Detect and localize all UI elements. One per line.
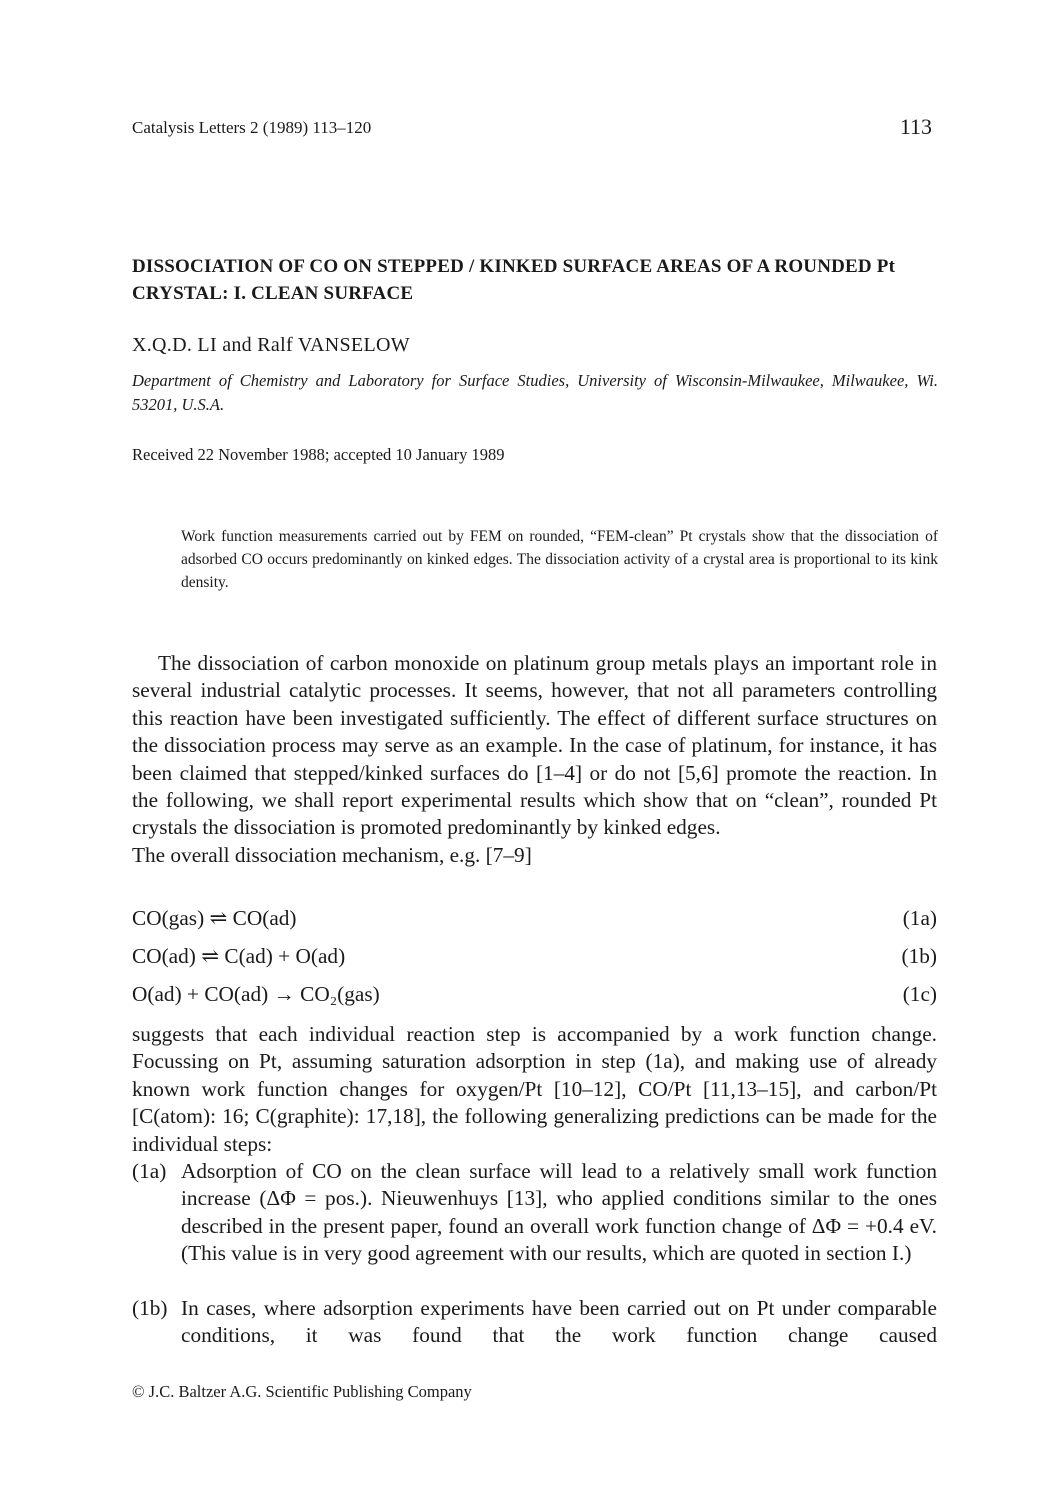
equation-expression: CO(gas) ⇌ CO(ad) bbox=[132, 906, 297, 930]
authors: X.Q.D. LI and Ralf VANSELOW bbox=[132, 334, 410, 356]
copyright: © J.C. Baltzer A.G. Scientific Publishing Company bbox=[132, 1382, 472, 1401]
affiliation: Department of Chemistry and Laboratory for Surface Studies, University of Wisconsin-Milwaukee, Milwaukee, Wi. 53201, U.S.A. bbox=[132, 371, 938, 414]
paragraph-1-text: The dissociation of carbon monoxide on platinum group metals plays an important role in several industrial catalytic processes. It seems, however, that not all parameters controlling this reaction have been investigated sufficiently. The effect of different surface structures on the dissociation process may serve as an example. In the case of platinum, for instance, it has been claimed that stepped/kinked surfaces do [1–4] or do not [5,6] promote the reaction. In the following, we shall report experimental results which show that on “clean”, rounded Pt crystals the dissociation is promoted predominantly by kinked edges. bbox=[132, 651, 937, 840]
equation-1a bbox=[132, 906, 937, 934]
mechanism-intro: The overall dissociation mechanism, e.g. [7–9] bbox=[132, 842, 532, 867]
equation-expression: CO(ad) ⇌ C(ad) + O(ad) bbox=[132, 944, 346, 968]
body-paragraph-2: suggests that each individual reaction step is accompanied by a work function change. Focussing on Pt, assuming saturation adsorption in step (1a), and making use of already known work function changes for oxygen/Pt [10–12], CO/Pt [11,13–15], and carbon/Pt [C(atom): 16; C(graphite): 17,18], the following generalizing predictions can be made for the individual steps: bbox=[132, 1022, 937, 1156]
list-item-label: (1a) bbox=[132, 1159, 167, 1183]
equation-1b bbox=[132, 944, 937, 972]
equation-expression: O(ad) + CO(ad) → CO₂(gas) bbox=[132, 982, 380, 1006]
list-item-1b bbox=[132, 1295, 937, 1350]
equation-number: (1b) bbox=[901, 944, 937, 968]
abstract: Work function measurements carried out by FEM on rounded, “FEM-clean” Pt crystals show that the dissociation of adsorbed CO occurs predominantly on kinked edges. The dissociation activity of a crystal area is proportional to its kink density. bbox=[181, 528, 938, 591]
equation-1c bbox=[132, 982, 937, 1010]
equation-number: (1c) bbox=[902, 982, 937, 1006]
page-number: 113 bbox=[899, 114, 932, 139]
running-head: Catalysis Letters 2 (1989) 113–120 bbox=[132, 118, 372, 137]
article-title: DISSOCIATION OF CO ON STEPPED / KINKED SURFACE AREAS OF A ROUNDED Pt CRYSTAL: I. CLEAN SURFACE bbox=[132, 256, 896, 304]
list-item-text: Adsorption of CO on the clean surface will lead to a relatively small work function increase (ΔΦ = pos.). Nieuwenhuys [13], who applied conditions similar to the ones described in the present paper, found an overall work function change of ΔΦ = +0.4 eV. (This value is in very good agreement with our results, which are quoted in section I.) bbox=[181, 1159, 937, 1266]
received-dates: Received 22 November 1988; accepted 10 January 1989 bbox=[132, 445, 505, 464]
list-item-1a bbox=[132, 1158, 937, 1268]
list-item-text: In cases, where adsorption experiments have been carried out on Pt under comparable conditions, it was found that the work function change caused bbox=[181, 1296, 937, 1348]
list-item-label: (1b) bbox=[132, 1296, 168, 1320]
equation-number: (1a) bbox=[902, 906, 937, 930]
body-paragraph-1 bbox=[132, 650, 937, 869]
